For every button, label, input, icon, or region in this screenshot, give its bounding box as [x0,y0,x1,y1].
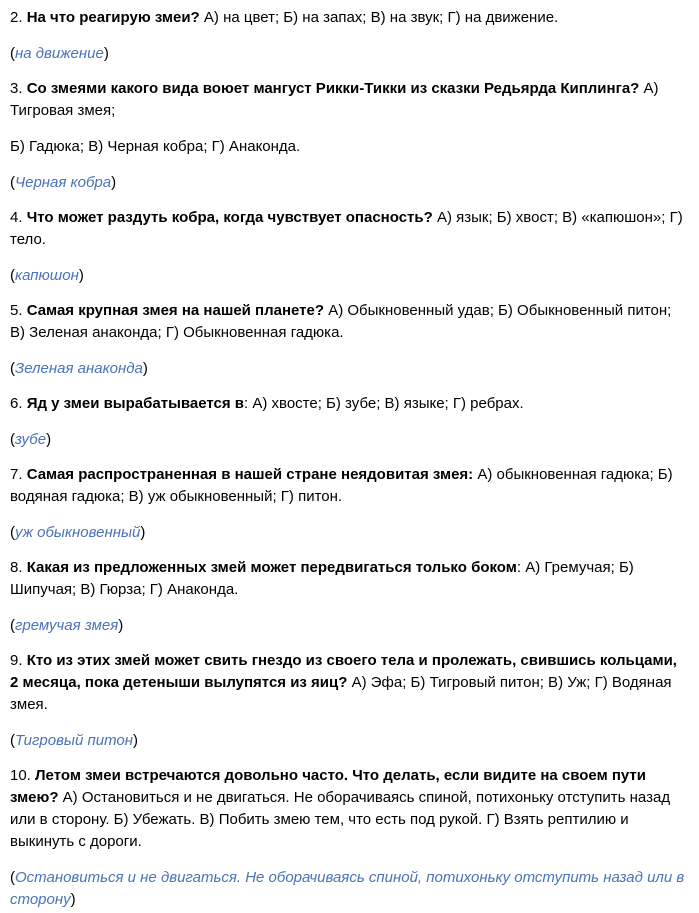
question-options: А) Остановиться и не двигаться. Не оборачиваясь спиной, потихоньку отступить назад или в сторону. Б) Убежать. В) Побить змею тем, что есть под рукой. Г) Взять рептилию и выкинуть с дороги. [10,789,671,850]
answer-text: Остановиться и не двигаться. Не оборачиваясь спиной, потихоньку отступить назад или в сторону [10,869,685,908]
question-9 [10,650,689,716]
question-10 [10,765,689,853]
question-7 [10,464,689,508]
answer-text: Зеленая анаконда [15,360,143,377]
question-number: 7. [10,466,23,483]
question-options: А) обыкновенная гадюка; Б) водяная гадюка; В) уж обыкновенный; Г) питон. [10,466,673,505]
question-4 [10,207,689,251]
answer-text: капюшон [15,267,79,284]
answer-3: (Черная кобра) [10,174,117,191]
question-options: А) язык; Б) хвост; В) «капюшон»; Г) тело. [10,209,683,248]
answer-7: (уж обыкновенный) [10,524,146,541]
question-options: А) Обыкновенный удав; Б) Обыкновенный питон; В) Зеленая анаконда; Г) Обыкновенная гадюка. [10,302,672,341]
question-text: Со змеями какого вида воюет мангуст Рикки-Тикки из сказки Редьярда Киплинга? [26,80,640,97]
question-3 [10,78,689,122]
answer-text: зубе [15,431,47,448]
question-text: На что реагирую змеи? [26,9,200,26]
answer-text: гремучая змея [15,617,119,634]
question-options: А) на цвет; Б) на запах; В) на звук; Г) на движение. [199,9,559,26]
answer-4: (капюшон) [10,267,84,284]
question-number: 9. [10,652,23,669]
question-number: 6. [10,395,23,412]
question-text: Самая крупная змея на нашей планете? [26,302,325,319]
question-number: 2. [10,9,23,26]
question-6 [10,393,689,415]
answer-6: (зубе) [10,431,52,448]
question-number: 5. [10,302,23,319]
question-options: А) Тигровая змея; [10,80,659,119]
question-2 [10,7,689,29]
question-text: Что может раздуть кобра, когда чувствует опасность? [26,209,433,226]
question-5 [10,300,689,344]
question-text: Кто из этих змей может свить гнездо из своего тела и пролежать, свившись кольцами, 2 месяца, пока детеныши вылупятся из яиц? [10,652,677,691]
answer-10: (Остановиться и не двигаться. Не оборачиваясь спиной, потихоньку отступить назад или в сторону) [10,869,685,908]
question-3-options-continued [10,136,689,158]
answer-text: Черная кобра [15,174,112,191]
question-text: Какая из предложенных змей может передвигаться только боком [26,559,517,576]
answer-text: уж обыкновенный [15,524,141,541]
question-text: Яд у змеи вырабатывается в [26,395,245,412]
question-number: 8. [10,559,23,576]
question-text: Самая распространенная в нашей стране неядовитая змея: [26,466,474,483]
question-options: Б) Гадюка; В) Черная кобра; Г) Анаконда. [10,138,301,155]
answer-8: (гремучая змея) [10,617,124,634]
question-8 [10,557,689,601]
answer-5: (Зеленая анаконда) [10,360,148,377]
question-options: : А) хвосте; Б) зубе; В) языке; Г) ребрах. [244,395,524,412]
question-number: 3. [10,80,23,97]
question-number: 4. [10,209,23,226]
question-text: Летом змеи встречаются довольно часто. Что делать, если видите на своем пути змею? [10,767,646,806]
answer-text: на движение [15,45,104,62]
answer-9: (Тигровый питон) [10,732,138,749]
answer-2: (на движение) [10,45,109,62]
question-number: 10. [10,767,31,784]
question-options: : А) Гремучая; Б) Шипучая; В) Гюрза; Г) Анаконда. [10,559,634,598]
answer-text: Тигровый питон [15,732,133,749]
question-options: А) Эфа; Б) Тигровый питон; В) Уж; Г) Водяная змея. [10,674,672,713]
